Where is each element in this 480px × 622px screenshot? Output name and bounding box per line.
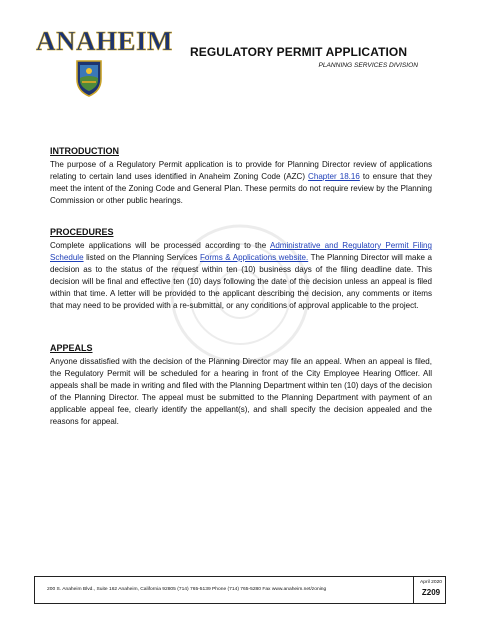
- footer-address: 200 S. Anaheim Blvd., Suite 162 Anaheim, California 92805 (714) 765-5139 Phone (714) 765-5280 Fax www.anaheim.net/zoning: [47, 587, 327, 592]
- footer: [34, 576, 446, 604]
- city-seal-icon: [74, 59, 104, 97]
- procedures-paragraph: Complete applications will be processed according to the Administrative and Regulatory Permit Filing Schedule listed on the Planning Services Forms & Applications website. The Planning Director will make a decision as to the status of the request within ten (10) business days of the filing deadline date. This decision will be final and effective ten (10) days following the date of the decision unless an appeal is filed within that time. A letter will be provided to the applicant describing the decision, any comments or items that may need to be provided with a re-submittal, or any conditions of approval applicable to the project.: [50, 241, 433, 311]
- revision-date: April 2020: [419, 580, 443, 585]
- division-subtitle: PLANNING SERVICES DIVISION: [318, 62, 418, 69]
- chapter-18-16-link[interactable]: Chapter 18.16: [308, 172, 360, 182]
- logo-wordmark: ANAHEIM: [36, 26, 173, 56]
- filing-schedule-link[interactable]: Administrative and Regulatory Permit Filing Schedule: [50, 241, 433, 263]
- footer-divider: [413, 577, 414, 603]
- anaheim-logo: [36, 24, 173, 106]
- page-title: REGULATORY PERMIT APPLICATION: [190, 45, 408, 59]
- procedures-heading: PROCEDURES: [50, 227, 114, 237]
- forms-applications-link[interactable]: Forms & Applications website.: [199, 253, 309, 263]
- introduction-heading: INTRODUCTION: [50, 146, 119, 156]
- form-code: Z209: [421, 588, 441, 597]
- appeals-heading: APPEALS: [50, 343, 93, 353]
- introduction-paragraph: The purpose of a Regulatory Permit application is to provide for Planning Director review of applications relating to certain land uses identified in Anaheim Zoning Code (AZC) Chapter 18.16 to ensure that they meet the intent of the Zoning Code and General Plan. These permits do not require review by the Planning Commission or other public hearings.: [50, 160, 432, 206]
- appeals-paragraph: Anyone dissatisfied with the decision of the Planning Director may file an appeal. When an appeal is filed, the Regulatory Permit will be scheduled for a hearing in front of the City Employee Hearing Officer. All appeals shall be made in writing and filed with the Planning Department within ten (10) days of the decision of the Planning Director. The appeal must be submitted to the Planning Department with payment of an applicable appeal fee, clearly identify the appellant(s), and shall specify the decision appealed and the reasons for appeal.: [50, 357, 432, 427]
